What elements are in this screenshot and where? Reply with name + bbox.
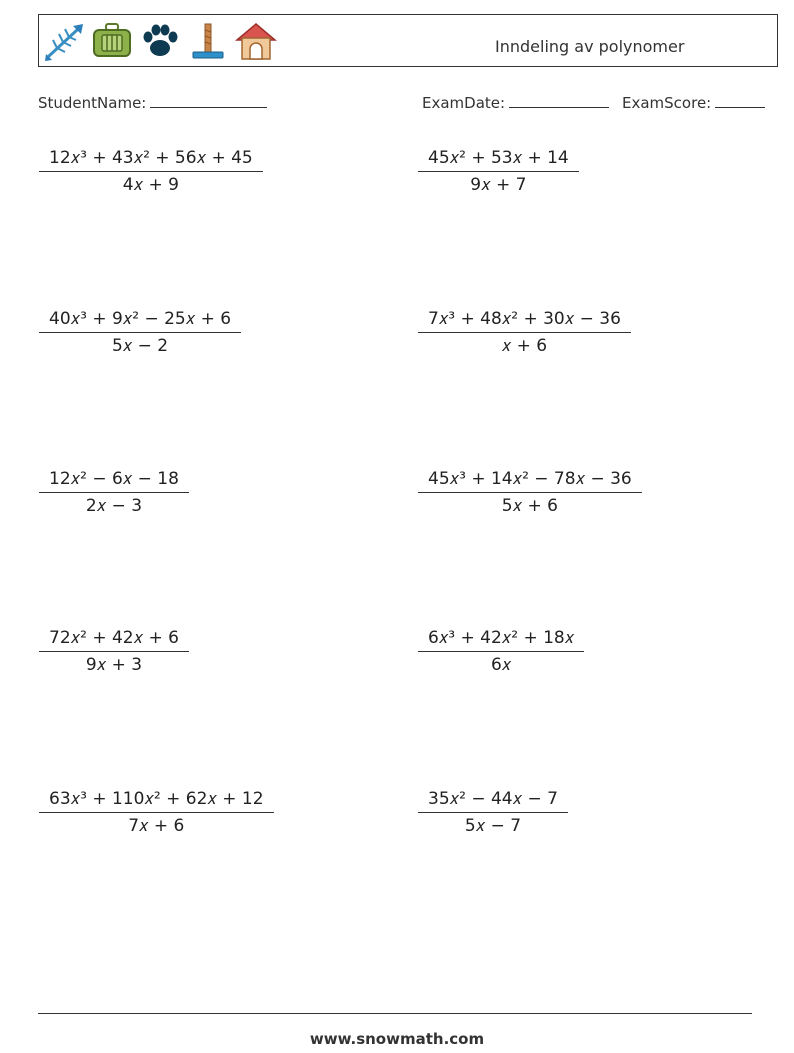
- denominator: 5𝑥 − 7: [464, 816, 522, 836]
- problem-2: [418, 148, 579, 195]
- problem-6: [418, 469, 642, 516]
- numerator: 45𝑥² + 53𝑥 + 14: [418, 148, 579, 172]
- denominator: 4𝑥 + 9: [122, 175, 179, 195]
- denominator: 9𝑥 + 7: [470, 175, 527, 195]
- exam-score-field[interactable]: [622, 93, 765, 112]
- exam-date-blank[interactable]: [509, 93, 609, 108]
- exam-date-label: ExamDate:: [422, 94, 506, 112]
- denominator: 6𝑥: [490, 655, 512, 675]
- numerator: 40𝑥³ + 9𝑥² − 25𝑥 + 6: [39, 309, 241, 333]
- header-box: [38, 14, 778, 67]
- worksheet-title: Inndeling av polynomer: [495, 37, 685, 56]
- numerator: 6𝑥³ + 42𝑥² + 18𝑥: [418, 628, 584, 652]
- problem-5: [39, 469, 189, 516]
- denominator: 5𝑥 − 2: [111, 336, 169, 356]
- problem-7: [39, 628, 189, 675]
- exam-date-field[interactable]: [422, 93, 609, 112]
- problem-1: [39, 148, 263, 195]
- problem-10: [418, 789, 568, 836]
- problem-9: [39, 789, 274, 836]
- denominator: 7𝑥 + 6: [128, 816, 185, 836]
- denominator: 5𝑥 + 6: [501, 496, 558, 516]
- doghouse-icon: [235, 20, 277, 62]
- cat-scratching-post-icon: [187, 20, 229, 62]
- footer-url[interactable]: www.snowmath.com: [309, 1030, 485, 1048]
- student-name-label: StudentName:: [38, 94, 147, 112]
- numerator: 7𝑥³ + 48𝑥² + 30𝑥 − 36: [418, 309, 631, 333]
- pet-carrier-icon: [91, 20, 133, 62]
- student-name-field[interactable]: [38, 93, 267, 112]
- denominator: 𝑥 + 6: [501, 336, 548, 356]
- numerator: 12𝑥³ + 43𝑥² + 56𝑥 + 45: [39, 148, 263, 172]
- problem-8: [418, 628, 584, 675]
- numerator: 63𝑥³ + 110𝑥² + 62𝑥 + 12: [39, 789, 274, 813]
- exam-score-blank[interactable]: [715, 93, 765, 108]
- paw-print-icon: [139, 20, 181, 62]
- numerator: 35𝑥² − 44𝑥 − 7: [418, 789, 568, 813]
- problem-4: [418, 309, 631, 356]
- footer-divider: [38, 1013, 752, 1014]
- numerator: 72𝑥² + 42𝑥 + 6: [39, 628, 189, 652]
- denominator: 9𝑥 + 3: [85, 655, 143, 675]
- problem-3: [39, 309, 241, 356]
- fishbone-icon: [43, 20, 85, 62]
- denominator: 2𝑥 − 3: [85, 496, 143, 516]
- info-fields: [38, 93, 772, 115]
- exam-score-label: ExamScore:: [622, 94, 712, 112]
- numerator: 45𝑥³ + 14𝑥² − 78𝑥 − 36: [418, 469, 642, 493]
- student-name-blank[interactable]: [150, 93, 267, 108]
- numerator: 12𝑥² − 6𝑥 − 18: [39, 469, 189, 493]
- icon-strip: [43, 20, 277, 62]
